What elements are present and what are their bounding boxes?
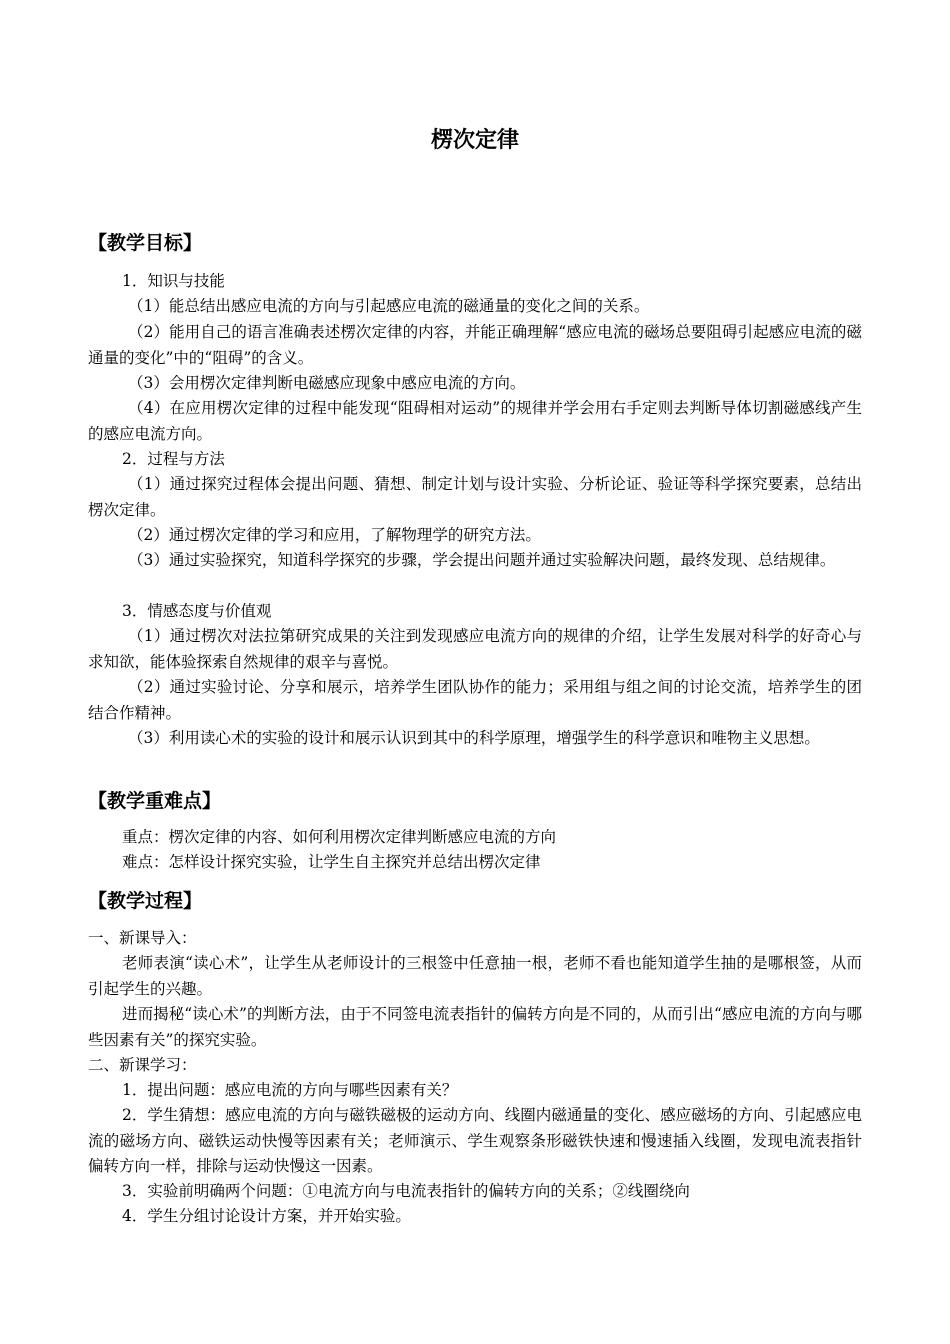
paragraph-step-3: 3．实验前明确两个问题：①电流方向与电流表指针的偏转方向的关系；②线圈绕向: [122, 1182, 690, 1200]
paragraph-intro-2: 进而揭秘“读心术”的判断方法，由于不同签电流表指针的偏转方向是不同的，从而引出“感应电流的方向与哪些因素有关”的探究实验。: [88, 1005, 862, 1049]
paragraph-learn-heading: 二、新课学习：: [88, 1056, 197, 1074]
paragraph-emotion-1: （1）通过楞次对法拉第研究成果的关注到发现感应电流方向的规律的介绍，让学生发展对科学的好奇心与求知欲，能体验探索自然规律的艰辛与喜悦。: [88, 627, 862, 671]
paragraph-process-heading: 2．过程与方法: [122, 450, 225, 468]
section-heading-objectives: 【教学目标】: [88, 232, 203, 254]
paragraph-step-4: 4．学生分组讨论设计方案，并开始实验。: [122, 1207, 411, 1225]
paragraph-process-3: （3）通过实验探究，知道科学探究的步骤，学会提出问题并通过实验解决问题，最终发现、总结规律。: [128, 551, 836, 569]
paragraph-knowledge-3: （3）会用楞次定律判断电磁感应现象中感应电流的方向。: [128, 374, 526, 392]
paragraph-intro-heading: 一、新课导入：: [88, 929, 197, 947]
paragraph-key-point: 重点：楞次定律的内容、如何利用楞次定律判断感应电流的方向: [122, 828, 557, 846]
paragraph-knowledge-heading: 1．知识与技能: [122, 272, 225, 290]
paragraph-knowledge-4: （4）在应用楞次定律的过程中能发现“阻碍相对运动”的规律并学会用右手定则去判断导体切割磁感线产生的感应电流方向。: [88, 399, 862, 443]
paragraph-emotion-2: （2）通过实验讨论、分享和展示，培养学生团队协作的能力；采用组与组之间的讨论交流，培养学生的团结合作精神。: [88, 678, 862, 722]
paragraph-process-1: （1）通过探究过程体会提出问题、猜想、制定计划与设计实验、分析论证、验证等科学探究要素，总结出楞次定律。: [88, 475, 862, 519]
paragraph-process-2: （2）通过楞次定律的学习和应用，了解物理学的研究方法。: [128, 526, 541, 544]
paragraph-step-1: 1．提出问题：感应电流的方向与哪些因素有关？: [122, 1081, 458, 1099]
paragraph-emotion-3: （3）利用读心术的实验的设计和展示认识到其中的科学原理，增强学生的科学意识和唯物主义思想。: [128, 729, 820, 747]
paragraph-knowledge-1: （1）能总结出感应电流的方向与引起感应电流的磁通量的变化之间的关系。: [128, 297, 650, 315]
paragraph-intro-1: 老师表演“读心术”，让学生从老师设计的三根签中任意抽一根，老师不看也能知道学生抽的是哪根签，从而引起学生的兴趣。: [88, 954, 862, 998]
paragraph-knowledge-2: （2）能用自己的语言准确表述楞次定律的内容，并能正确理解“感应电流的磁场总要阻碍引起感应电流的磁通量的变化”中的“阻碍”的含义。: [88, 323, 862, 367]
paragraph-emotion-heading: 3．情感态度与价值观: [122, 602, 272, 620]
paragraph-difficult-point: 难点：怎样设计探究实验，让学生自主探究并总结出楞次定律: [122, 853, 541, 871]
paragraph-step-2: 2．学生猜想：感应电流的方向与磁铁磁极的运动方向、线圈内磁通量的变化、感应磁场的方向、引起感应电流的磁场方向、磁铁运动快慢等因素有关；老师演示、学生观察条形磁铁快速和慢速插入线圈，发现电流表指针偏转方向一样，排除与运动快慢这一因素。: [88, 1106, 862, 1175]
section-heading-keypoints: 【教学重难点】: [88, 790, 222, 812]
document-title: 楞次定律: [430, 128, 519, 153]
section-heading-process: 【教学过程】: [88, 890, 203, 912]
